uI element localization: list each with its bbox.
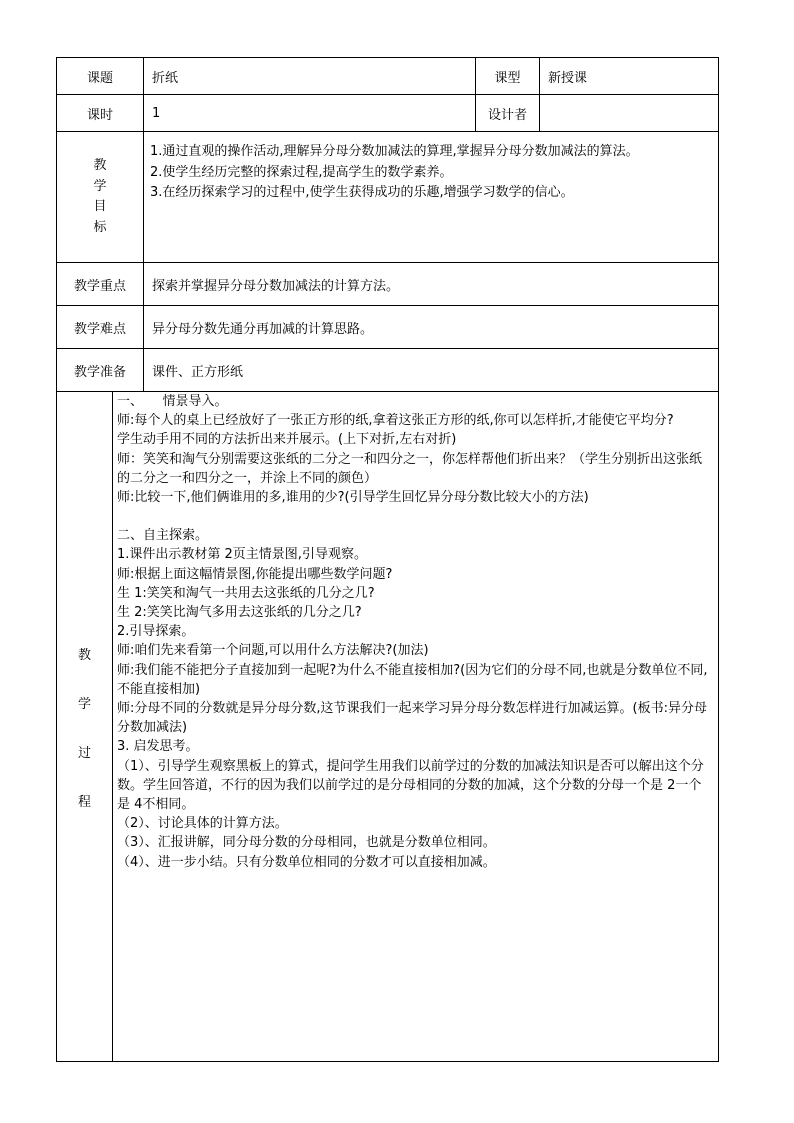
process-label-char: 过 bbox=[77, 745, 91, 761]
process-line: （4）、进一步小结。只有分数单位相同的分数才可以直接相加减。 bbox=[117, 854, 496, 870]
process-label-char: 程 bbox=[77, 794, 91, 810]
process-line: 二、自主探索。 bbox=[117, 528, 209, 544]
row-goals bbox=[57, 132, 719, 263]
goal-item: 3.在经历探索学习的过程中,使学生获得成功的乐趣,增强学习数学的信心。 bbox=[150, 185, 574, 200]
row-difficulty bbox=[57, 306, 719, 349]
process-line: 一、 情景导入。 bbox=[117, 394, 228, 409]
process-label bbox=[57, 392, 113, 1062]
process-line: （3）、汇报讲解，同分母分数的分母相同，也就是分数单位相同。 bbox=[117, 835, 496, 851]
topic-label: 课题 bbox=[57, 58, 144, 95]
topic-value: 折纸 bbox=[144, 58, 476, 95]
designer-value bbox=[540, 95, 719, 132]
process-line: 师:比较一下,他们俩谁用的多,谁用的少?(引导学生回忆异分母分数比较大小的方法) bbox=[117, 490, 589, 506]
difficulty-label: 教学难点 bbox=[57, 306, 144, 349]
goals-label-char: 目 bbox=[93, 199, 107, 214]
process-line: 3. 启发思考。 bbox=[117, 739, 199, 755]
process-line: 师：笑笑和淘气分别需要这张纸的二分之一和四分之一，你怎样帮他们折出来？（学生分别折出这张纸的二分之一和四分之一，并涂上不同的颜色） bbox=[117, 451, 703, 486]
row-hours bbox=[57, 95, 719, 132]
row-process bbox=[57, 392, 719, 1062]
lesson-plan-table bbox=[56, 57, 719, 1062]
process-line: 师:咱们先来看第一个问题,可以用什么方法解决?(加法) bbox=[117, 643, 429, 659]
type-value: 新授课 bbox=[540, 58, 719, 95]
process-line: 师:我们能不能把分子直接加到一起呢?为什么不能直接相加?(因为它们的分母不同,也就是分数单位不同,不能直接相加) bbox=[117, 662, 708, 697]
key-point-label: 教学重点 bbox=[57, 263, 144, 306]
process-line: 生 1:笑笑和淘气一共用去这张纸的几分之几? bbox=[117, 585, 375, 601]
process-line: 师:每个人的桌上已经放好了一张正方形的纸,拿着这张正方形的纸,你可以怎样折,才能使它平均分? bbox=[117, 413, 674, 429]
designer-label: 设计者 bbox=[476, 95, 540, 132]
process-line: 生 2:笑笑比淘气多用去这张纸的几分之几? bbox=[117, 605, 362, 621]
process-line: （1）、引导学生观察黑板上的算式，提问学生用我们以前学过的分数的加减法知识是否可以解出这个分数。学生回答道，不行的因为我们以前学过的是分母相同的分数的加减，这个分数的分母一个是 2一个是 4不相同。 bbox=[117, 758, 704, 813]
difficulty-value: 异分母分数先通分再加减的计算思路。 bbox=[144, 306, 719, 349]
goals-label-char: 学 bbox=[93, 178, 107, 194]
process-line: 1.课件出示教材第 2页主情景图,引导观察。 bbox=[117, 547, 367, 563]
process-line: 学生动手用不同的方法折出来并展示。(上下对折,左右对折) bbox=[117, 432, 457, 448]
preparation-label: 教学准备 bbox=[57, 349, 144, 392]
process-line: 师:分母不同的分数就是异分母分数,这节课我们一起来学习异分母分数怎样进行加减运算。(板书:异分母分数加减法) bbox=[117, 701, 707, 736]
goals-label-char: 标 bbox=[93, 219, 107, 235]
process-label-char: 学 bbox=[77, 696, 91, 712]
goal-item: 1.通过直观的操作活动,理解异分母分数加减法的算理,掌握异分母分数加减法的算法。 bbox=[150, 144, 639, 159]
hours-label: 课时 bbox=[57, 95, 144, 132]
process-label-char: 教 bbox=[77, 647, 91, 663]
key-point-value: 探索并掌握异分母分数加减法的计算方法。 bbox=[144, 263, 719, 306]
hours-value: 1 bbox=[144, 95, 476, 132]
type-label: 课型 bbox=[476, 58, 540, 95]
goal-item: 2.使学生经历完整的探索过程,提高学生的数学素养。 bbox=[150, 164, 453, 180]
row-preparation bbox=[57, 349, 719, 392]
row-topic bbox=[57, 58, 719, 95]
lesson-plan-sheet bbox=[56, 57, 718, 1062]
goals-label-char: 教 bbox=[93, 158, 107, 173]
process-line: 师:根据上面这幅情景图,你能提出哪些数学问题? bbox=[117, 566, 393, 582]
goals-label bbox=[57, 132, 144, 263]
process-line: （2）、讨论具体的计算方法。 bbox=[117, 816, 288, 832]
goals-content bbox=[144, 132, 719, 263]
process-line: 2.引导探索。 bbox=[117, 624, 195, 640]
row-key-point bbox=[57, 263, 719, 306]
preparation-value: 课件、正方形纸 bbox=[144, 349, 719, 392]
process-blank-line bbox=[117, 507, 714, 526]
process-content bbox=[113, 392, 719, 1062]
